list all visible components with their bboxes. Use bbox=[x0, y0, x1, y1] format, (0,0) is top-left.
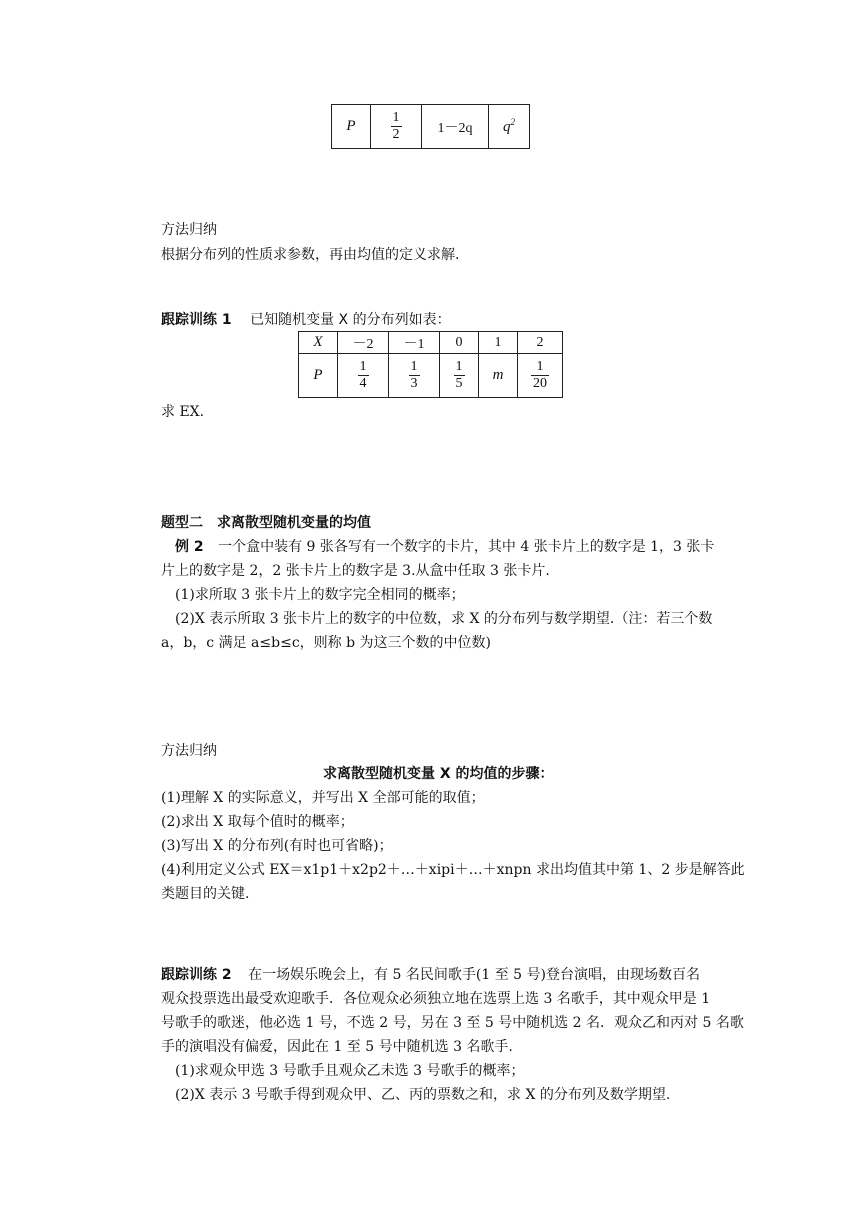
method2-step: (2)求出 X 取每个值时的概率； bbox=[161, 814, 354, 830]
table2-x-head: X bbox=[299, 332, 338, 354]
table2-p-val: m bbox=[479, 354, 518, 398]
table2-x-val: －1 bbox=[389, 332, 440, 354]
table2-x-val: 1 bbox=[479, 332, 518, 354]
table2-x-val: 2 bbox=[518, 332, 563, 354]
distribution-table-1 bbox=[331, 104, 530, 149]
train2-line-4: 手的演唱没有偏爱，因此在 1 至 5 号中随机选 3 名歌手. bbox=[161, 1039, 513, 1055]
table2-p-val: $\frac{1}{4}$ bbox=[338, 354, 389, 398]
method2-step: (3)写出 X 的分布列(有时也可省略)； bbox=[161, 838, 393, 854]
train2-line-2: 观众投票选出最受欢迎歌手．各位观众必须独立地在选票上选 3 名歌手，其中观众甲是 1 bbox=[161, 991, 711, 1007]
type2-line-5: a，b，c 满足 a≤b≤c，则称 b 为这三个数的中位数) bbox=[161, 635, 491, 651]
table2-p-val: $\frac{1}{20}$ bbox=[518, 354, 563, 398]
example2-label: 例 2 bbox=[175, 539, 204, 555]
train2-line-1: 跟踪训练 2 在一场娱乐晚会上，有 5 名民间歌手(1 至 5 号)登台演唱，由现场数百名 bbox=[161, 967, 700, 983]
table1-p-label: P bbox=[332, 105, 371, 149]
table1-cell-1-2q: 1－2q bbox=[422, 105, 489, 149]
method1-text: 根据分布列的性质求参数，再由均值的定义求解. bbox=[161, 247, 460, 263]
train2-line-5: (1)求观众甲选 3 号歌手且观众乙未选 3 号歌手的概率； bbox=[175, 1063, 525, 1079]
type2-line-1: 例 2 一个盒中装有 9 张各写有一个数字的卡片，其中 4 张卡片上的数字是 1，3 张卡 bbox=[175, 539, 715, 555]
type2-line-2: 片上的数字是 2，2 张卡片上的数字是 3.从盒中任取 3 张卡片. bbox=[161, 563, 550, 579]
table2-p-head: P bbox=[299, 354, 338, 398]
method1-heading: 方法归纳 bbox=[161, 222, 217, 238]
method2-step: (4)利用定义公式 EX＝x1p1＋x2p2＋…＋xipi＋…＋xnpn 求出均值其中第 1、2 步是解答此 bbox=[161, 862, 745, 878]
train1-ask: 求 EX. bbox=[161, 404, 205, 420]
type2-heading: 题型二 求离散型随机变量的均值 bbox=[161, 515, 371, 531]
train1-label: 跟踪训练 1 bbox=[161, 312, 232, 328]
train2-label: 跟踪训练 2 bbox=[161, 967, 232, 983]
train2-line-6: (2)X 表示 3 号歌手得到观众甲、乙、丙的票数之和，求 X 的分布列及数学期望. bbox=[175, 1087, 671, 1103]
q-squared-text: $q^2$ bbox=[503, 117, 515, 135]
method2-step: 类题目的关键. bbox=[161, 886, 250, 902]
method2-heading: 方法归纳 bbox=[161, 743, 217, 759]
train1-intro-line bbox=[161, 310, 451, 330]
table1-cell-half: $\frac{1}{2}$ bbox=[371, 105, 422, 149]
table2-x-val: －2 bbox=[338, 332, 389, 354]
type2-line-3: (1)求所取 3 张卡片上的数字完全相同的概率； bbox=[175, 587, 465, 603]
method2-title: 求离散型随机变量 X 的均值的步骤： bbox=[323, 766, 554, 782]
type2-line-4: (2)X 表示所取 3 张卡片上的数字的中位数，求 X 的分布列与数学期望.（注：若三个数 bbox=[175, 611, 713, 627]
table2-x-val: 0 bbox=[440, 332, 479, 354]
method2-step: (1)理解 X 的实际意义，并写出 X 全部可能的取值； bbox=[161, 790, 485, 806]
table1-cell-q2 bbox=[489, 105, 530, 149]
table2-p-val: $\frac{1}{5}$ bbox=[440, 354, 479, 398]
distribution-table-2 bbox=[298, 331, 563, 398]
train1-intro: 已知随机变量 X 的分布列如表： bbox=[250, 312, 451, 328]
train2-line-3: 号歌手的歌迷，他必选 1 号，不选 2 号，另在 3 至 5 号中随机选 2 名．观众乙和丙对 5 名歌 bbox=[161, 1015, 744, 1031]
table2-p-val: $\frac{1}{3}$ bbox=[389, 354, 440, 398]
